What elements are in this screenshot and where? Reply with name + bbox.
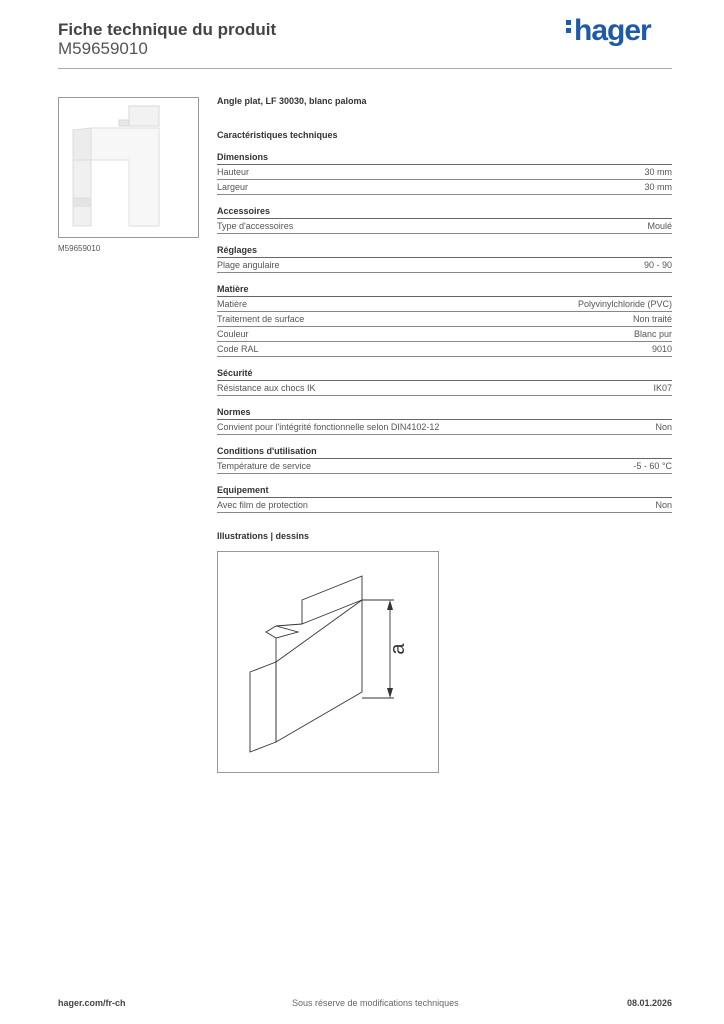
spec-row bbox=[217, 342, 672, 357]
header-divider bbox=[58, 68, 672, 69]
spec-row bbox=[217, 312, 672, 327]
spec-section bbox=[217, 206, 672, 234]
spec-section-title: Equipement bbox=[217, 485, 672, 498]
footer-date: 08.01.2026 bbox=[626, 998, 672, 1008]
spec-label: Traitement de surface bbox=[217, 314, 305, 324]
spec-value: Moulé bbox=[647, 221, 672, 231]
spec-row bbox=[217, 498, 672, 513]
logo-text: hager bbox=[574, 14, 651, 47]
flat-angle-product-icon bbox=[59, 98, 198, 237]
spec-section bbox=[217, 152, 672, 195]
spec-section-title: Accessoires bbox=[217, 206, 672, 219]
spec-label: Hauteur bbox=[217, 167, 250, 177]
spec-label: Type d'accessoires bbox=[217, 221, 294, 231]
spec-section-title: Dimensions bbox=[217, 152, 672, 165]
spec-row bbox=[217, 327, 672, 342]
technical-drawing bbox=[217, 551, 439, 773]
spec-label: Avec film de protection bbox=[217, 500, 308, 510]
product-name: Angle plat, LF 30030, blanc paloma bbox=[217, 96, 367, 106]
spec-row bbox=[217, 459, 672, 474]
spec-section-title: Matière bbox=[217, 284, 672, 297]
spec-row bbox=[217, 297, 672, 312]
brand-logo bbox=[566, 14, 651, 48]
spec-row bbox=[217, 180, 672, 195]
spec-value: IK07 bbox=[653, 383, 672, 393]
spec-row bbox=[217, 381, 672, 396]
spec-section-title: Normes bbox=[217, 407, 672, 420]
characteristics-title: Caractéristiques techniques bbox=[217, 130, 338, 140]
spec-section-title: Conditions d'utilisation bbox=[217, 446, 672, 459]
spec-label: Convient pour l'intégrité fonctionnelle selon DIN4102-12 bbox=[217, 422, 440, 432]
spec-value: Non bbox=[655, 422, 672, 432]
spec-value: Non traité bbox=[632, 314, 672, 324]
footer-website: hager.com/fr-ch bbox=[58, 998, 126, 1008]
spec-label: Température de service bbox=[217, 461, 312, 471]
logo-dots-icon bbox=[566, 20, 572, 36]
spec-label: Code RAL bbox=[217, 344, 259, 354]
spec-section bbox=[217, 368, 672, 396]
spec-value: 30 mm bbox=[644, 167, 672, 177]
product-image bbox=[58, 97, 199, 238]
spec-value: Blanc pur bbox=[633, 329, 672, 339]
spec-section bbox=[217, 485, 672, 513]
spec-row bbox=[217, 420, 672, 435]
characteristics-sections bbox=[217, 152, 672, 524]
spec-value: Polyvinylchloride (PVC) bbox=[577, 299, 672, 309]
illustrations-title: Illustrations | dessins bbox=[217, 531, 310, 541]
dimension-a-label: a bbox=[387, 643, 409, 655]
spec-label: Matière bbox=[217, 299, 248, 309]
spec-section bbox=[217, 245, 672, 273]
spec-value: Non bbox=[655, 500, 672, 510]
footer-disclaimer: Sous réserve de modifications techniques bbox=[292, 998, 459, 1008]
spec-section bbox=[217, 407, 672, 435]
spec-value: -5 - 60 °C bbox=[633, 461, 672, 471]
dimension-drawing-icon bbox=[218, 552, 438, 772]
spec-row bbox=[217, 219, 672, 234]
product-image-caption: M59659010 bbox=[58, 244, 101, 253]
spec-section-title: Sécurité bbox=[217, 368, 672, 381]
spec-section-title: Réglages bbox=[217, 245, 672, 258]
page-title: Fiche technique du produit bbox=[58, 20, 277, 39]
spec-row bbox=[217, 258, 672, 273]
spec-value: 30 mm bbox=[644, 182, 672, 192]
spec-section bbox=[217, 446, 672, 474]
spec-label: Plage angulaire bbox=[217, 260, 280, 270]
product-reference: M59659010 bbox=[58, 39, 148, 58]
spec-label: Couleur bbox=[217, 329, 249, 339]
spec-row bbox=[217, 165, 672, 180]
spec-label: Résistance aux chocs IK bbox=[217, 383, 316, 393]
spec-label: Largeur bbox=[217, 182, 249, 192]
spec-section bbox=[217, 284, 672, 357]
spec-value: 90 - 90 bbox=[643, 260, 672, 270]
spec-value: 9010 bbox=[651, 344, 672, 354]
